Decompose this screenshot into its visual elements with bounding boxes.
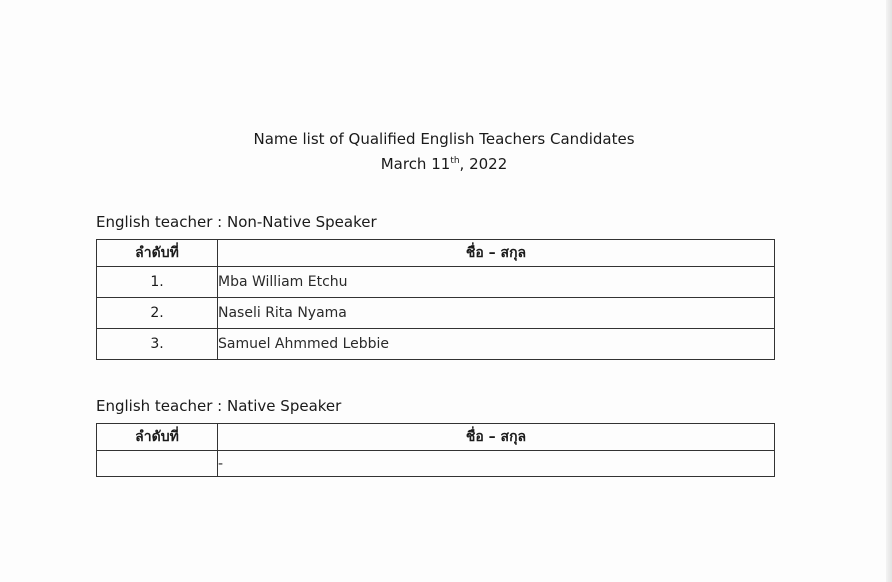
row-fullname: - <box>218 451 775 477</box>
table-header-row <box>97 424 775 451</box>
table-row <box>97 451 775 477</box>
column-header-sequence: ลำดับที่ <box>97 424 218 451</box>
table-row <box>97 267 775 298</box>
table-row <box>97 298 775 329</box>
row-fullname: Mba William Etchu <box>218 267 775 298</box>
date-prefix: March 11 <box>380 155 451 173</box>
non-native-table <box>96 239 775 360</box>
row-sequence: 3. <box>97 329 218 360</box>
document-date <box>0 153 888 175</box>
row-fullname: Naseli Rita Nyama <box>218 298 775 329</box>
column-header-sequence: ลำดับที่ <box>97 240 218 267</box>
row-sequence <box>97 451 218 477</box>
row-fullname: Samuel Ahmmed Lebbie <box>218 329 775 360</box>
table-row <box>97 329 775 360</box>
row-sequence: 1. <box>97 267 218 298</box>
native-table <box>96 423 775 477</box>
section-heading-native: English teacher : Native Speaker <box>96 397 342 415</box>
column-header-fullname: ชื่อ – สกุล <box>218 424 775 451</box>
column-header-fullname: ชื่อ – สกุล <box>218 240 775 267</box>
row-sequence: 2. <box>97 298 218 329</box>
scan-edge <box>886 0 892 582</box>
section-heading-non-native: English teacher : Non-Native Speaker <box>96 213 377 231</box>
date-suffix: , 2022 <box>459 155 508 173</box>
table-header-row <box>97 240 775 267</box>
document-title: Name list of Qualified English Teachers Candidates <box>253 130 635 148</box>
date-ordinal: th <box>450 156 460 166</box>
